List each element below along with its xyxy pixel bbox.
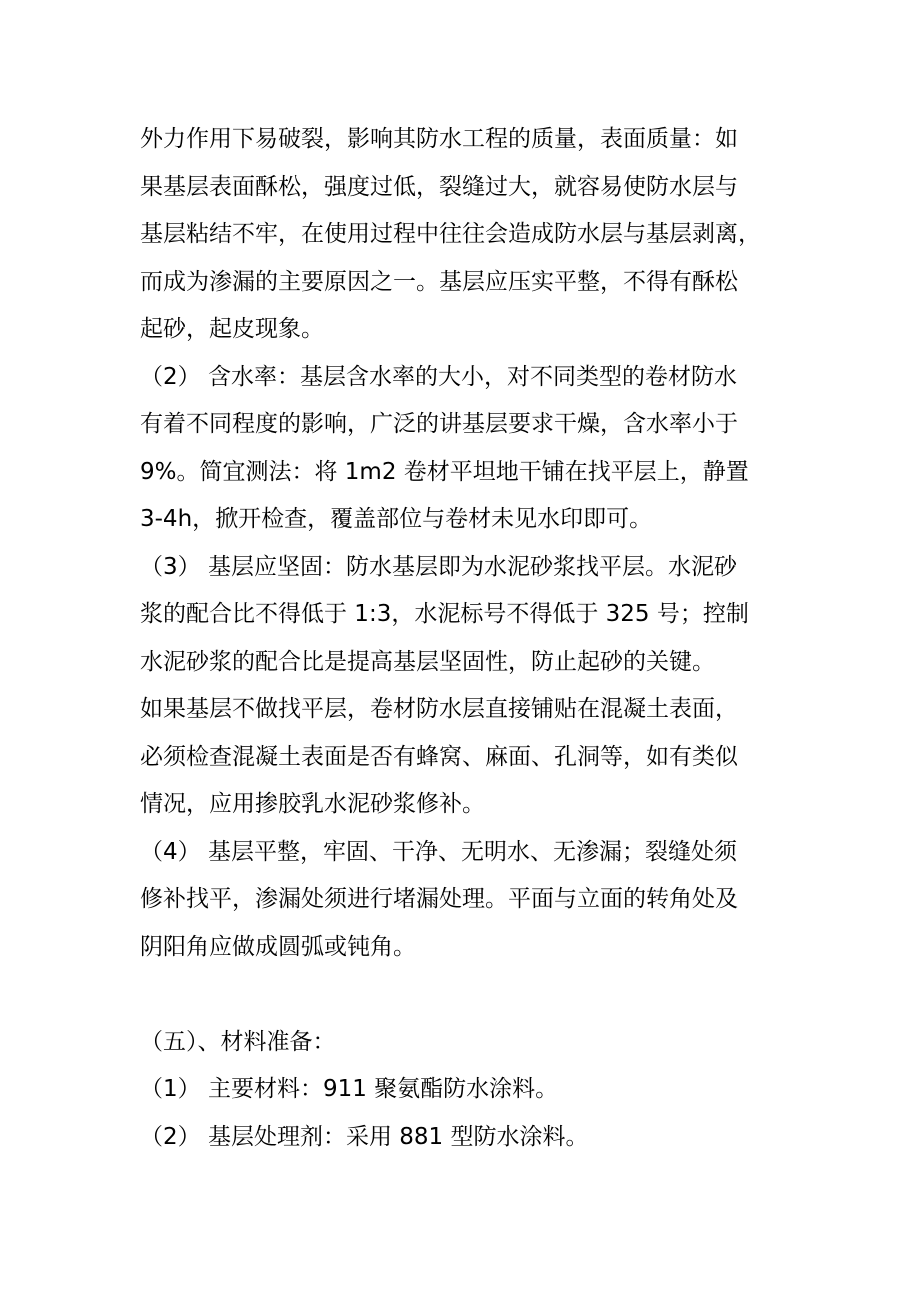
text-line: （2） 含水率：基层含水率的大小，对不同类型的卷材防水	[140, 363, 737, 390]
text-line: （1） 主要材料：911 聚氨酯防水涂料。	[140, 1076, 559, 1102]
text-line: 3-4h，掀开检查，覆盖部位与卷材未见水印即可。	[140, 506, 653, 532]
text-line: 外力作用下易破裂，影响其防水工程的质量，表面质量：如	[140, 126, 738, 152]
text-line: 而成为渗漏的主要原因之一。基层应压实平整，不得有酥松	[140, 268, 738, 295]
text-line: 水泥砂浆的配合比是提高基层坚固性，防止起砂的关键。	[140, 648, 715, 675]
text-line: （4） 基层平整，牢固、干净、无明水、无渗漏；裂缝处须	[140, 838, 737, 865]
text-line: （3） 基层应坚固：防水基层即为水泥砂浆找平层。水泥砂	[140, 553, 737, 580]
text-line: 必须检查混凝土表面是否有蜂窝、麻面、孔洞等，如有类似	[140, 743, 738, 770]
text-line: 如果基层不做找平层，卷材防水层直接铺贴在混凝土表面，	[140, 696, 738, 722]
text-line: 情况，应用掺胶乳水泥砂浆修补。	[140, 791, 485, 817]
text-line: 基层粘结不牢，在使用过程中往往会造成防水层与基层剥离，	[140, 221, 761, 247]
text-line: 起砂，起皮现象。	[140, 316, 324, 342]
text-line: 果基层表面酥松，强度过低，裂缝过大，就容易使防水层与	[140, 173, 738, 200]
section-heading: （五）、材料准备：	[140, 1028, 336, 1055]
text-line: 9%。简宜测法：将 1m2 卷材平坦地干铺在找平层上，静置	[140, 458, 749, 485]
text-line: 阴阳角应做成圆弧或钝角。	[140, 933, 416, 960]
text-line: 修补找平，渗漏处须进行堵漏处理。平面与立面的转角处及	[140, 886, 738, 912]
text-line: （2） 基层处理剂：采用 881 型防水涂料。	[140, 1123, 589, 1150]
text-line: 有着不同程度的影响，广泛的讲基层要求干燥，含水率小于	[140, 411, 738, 437]
document-body	[140, 116, 790, 1161]
blank-line	[140, 971, 790, 1019]
text-line: 浆的配合比不得低于 1:3，水泥标号不得低于 325 号；控制	[140, 601, 749, 627]
